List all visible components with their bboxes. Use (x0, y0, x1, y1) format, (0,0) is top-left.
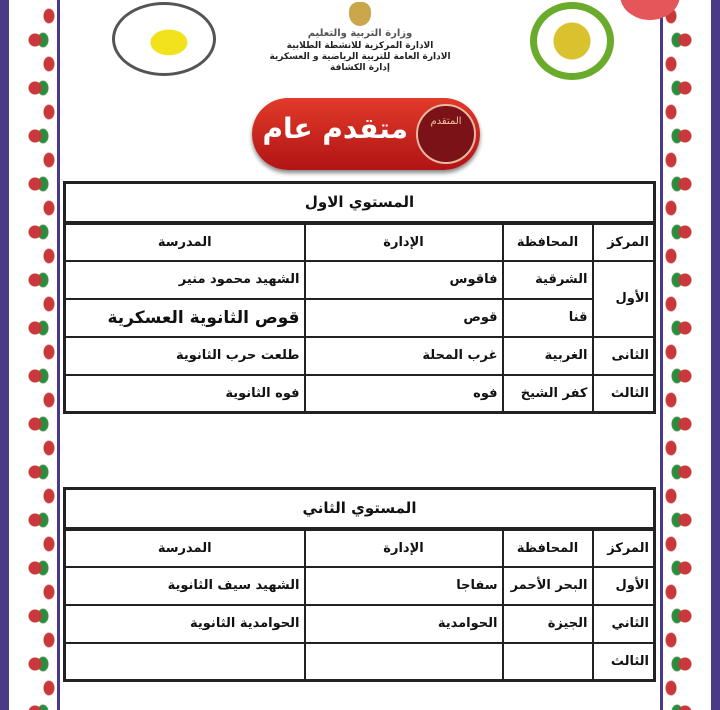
school-cell: قوص الثانوية العسكرية (65, 299, 305, 337)
muhafaza-cell: قنا (503, 299, 593, 337)
table-header-row (65, 529, 655, 567)
muhafaza-cell: الشرقية (503, 261, 593, 299)
rank-cell: الأول (593, 261, 655, 337)
muhafaza-cell: كفر الشيخ (503, 375, 593, 413)
level1-table (63, 181, 656, 414)
col-header: المدرسة (65, 529, 305, 567)
decorative-border-left (0, 0, 60, 710)
table-row (65, 337, 655, 375)
col-header: المركز (593, 223, 655, 261)
rank-cell: الثانى (593, 337, 655, 375)
ministry-name: وزارة التربية والتعليم (307, 28, 413, 39)
col-header: المحافظة (503, 223, 593, 261)
table-row (65, 261, 655, 299)
col-header: الإدارة (305, 223, 503, 261)
header-line: الادارة العامة للتربية الرياضية و العسكرية (269, 52, 451, 62)
banner-logo: المتقدم (416, 104, 476, 164)
school-cell (65, 643, 305, 681)
col-header: المحافظة (503, 529, 593, 567)
rank-cell: الثالث (593, 643, 655, 681)
table-row (65, 567, 655, 605)
rank-cell: الأول (593, 567, 655, 605)
rank-cell: الثالث (593, 375, 655, 413)
table-title: المستوي الثاني (65, 489, 655, 529)
banner-title: متقدم عام (262, 112, 408, 145)
school-cell: الشهيد سيف الثانوية (65, 567, 305, 605)
header-text (260, 28, 460, 74)
scouts-logo (530, 2, 614, 80)
school-cell: الحوامدية الثانوية (65, 605, 305, 643)
muhafaza-cell: الجيزة (503, 605, 593, 643)
table-header-row (65, 223, 655, 261)
table-title: المستوي الاول (65, 183, 655, 223)
muhafaza-cell: البحر الأحمر (503, 567, 593, 605)
rank-cell: الثاني (593, 605, 655, 643)
idara-cell: غرب المحلة (305, 337, 503, 375)
header-line: الادارة المركزية للانشطة الطلابية (286, 41, 434, 51)
sports-logo (112, 2, 216, 76)
table-row (65, 375, 655, 413)
school-cell: طلعت حرب الثانوية (65, 337, 305, 375)
col-header: الإدارة (305, 529, 503, 567)
col-header: المركز (593, 529, 655, 567)
idara-cell: الحوامدية (305, 605, 503, 643)
table-row (65, 299, 655, 337)
decorative-border-right (660, 0, 720, 710)
school-cell: فوه الثانوية (65, 375, 305, 413)
header-line: إدارة الكشافة (329, 63, 390, 73)
muhafaza-cell: الغربية (503, 337, 593, 375)
idara-cell: سفاجا (305, 567, 503, 605)
table-row (65, 643, 655, 681)
muhafaza-cell (503, 643, 593, 681)
idara-cell: فاقوس (305, 261, 503, 299)
idara-cell: قوص (305, 299, 503, 337)
school-cell: الشهيد محمود منير (65, 261, 305, 299)
table-row (65, 605, 655, 643)
egypt-eagle-emblem (349, 2, 371, 26)
idara-cell: فوه (305, 375, 503, 413)
title-banner (252, 98, 480, 170)
col-header: المدرسة (65, 223, 305, 261)
idara-cell (305, 643, 503, 681)
level2-table (63, 487, 656, 682)
